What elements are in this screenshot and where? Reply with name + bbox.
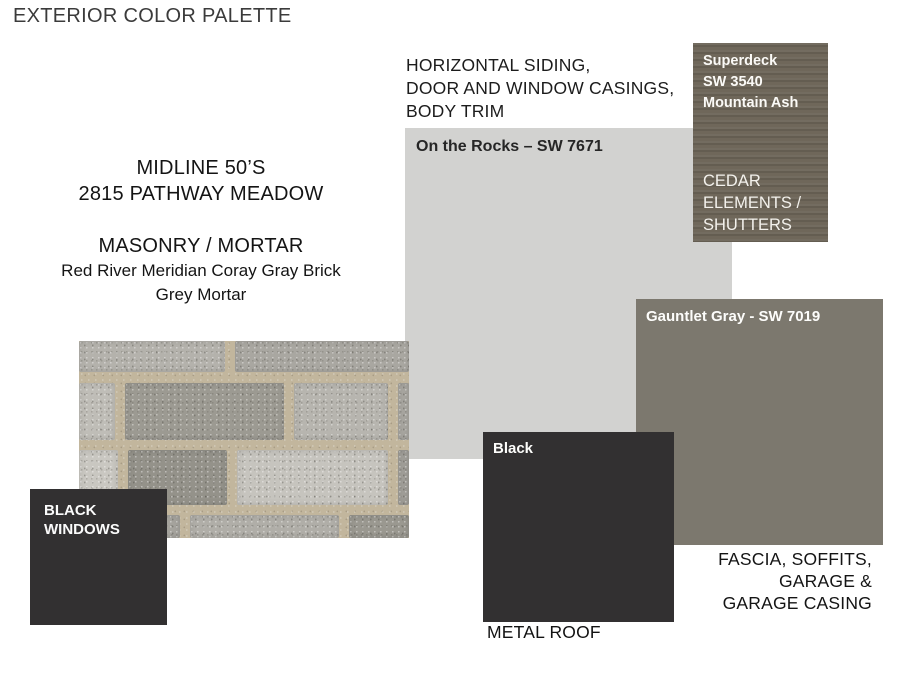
superdeck-usage-label — [703, 170, 820, 236]
swatch-on-the-rocks-label: On the Rocks – SW 7671 — [416, 138, 603, 155]
siding-usage-line: DOOR AND WINDOW CASINGS, — [406, 78, 675, 98]
black-windows-line: BLACK — [44, 502, 97, 519]
superdeck-product-line: Mountain Ash — [703, 95, 799, 111]
brick — [125, 383, 284, 440]
swatch-metal-roof-label: Black — [493, 440, 534, 457]
brick — [79, 341, 225, 372]
brick — [190, 515, 339, 538]
fascia-usage-line: GARAGE & — [778, 571, 872, 591]
superdeck-usage-line: SHUTTERS — [703, 216, 792, 234]
swatch-superdeck-mountain-ash — [693, 43, 828, 242]
brick — [294, 383, 388, 440]
brick — [398, 450, 409, 505]
brick — [349, 515, 409, 538]
brick — [235, 341, 409, 372]
siding-usage-line: BODY TRIM — [406, 101, 505, 121]
brick — [79, 383, 115, 440]
project-address: 2815 PATHWAY MEADOW — [78, 183, 324, 205]
siding-usage-line: HORIZONTAL SIDING, — [406, 55, 591, 75]
metal-roof-caption: METAL ROOF — [487, 622, 601, 642]
swatch-gauntlet-gray-label: Gauntlet Gray - SW 7019 — [646, 308, 821, 325]
brick — [398, 383, 409, 440]
masonry-heading: MASONRY / MORTAR — [98, 235, 304, 257]
superdeck-product-line: SW 3540 — [703, 74, 763, 90]
swatch-black-windows — [30, 489, 167, 625]
swatch-metal-roof-black — [483, 432, 674, 622]
siding-usage-caption — [406, 54, 674, 123]
black-windows-line: WINDOWS — [44, 521, 120, 538]
project-name: MIDLINE 50’S — [136, 157, 266, 179]
superdeck-product-line: Superdeck — [703, 53, 778, 69]
fascia-usage-line: FASCIA, SOFFITS, — [718, 549, 872, 569]
fascia-usage-line: GARAGE CASING — [722, 593, 872, 613]
spacer — [36, 207, 366, 233]
page-title: EXTERIOR COLOR PALETTE — [13, 5, 292, 27]
brick — [237, 450, 388, 505]
brick-spec: Red River Meridian Coray Gray Brick — [61, 261, 341, 280]
mortar-spec: Grey Mortar — [155, 285, 247, 304]
superdeck-product-label — [703, 51, 820, 114]
superdeck-usage-line: CEDAR — [703, 172, 761, 190]
superdeck-usage-line: ELEMENTS / — [703, 194, 802, 212]
project-info — [36, 155, 366, 307]
